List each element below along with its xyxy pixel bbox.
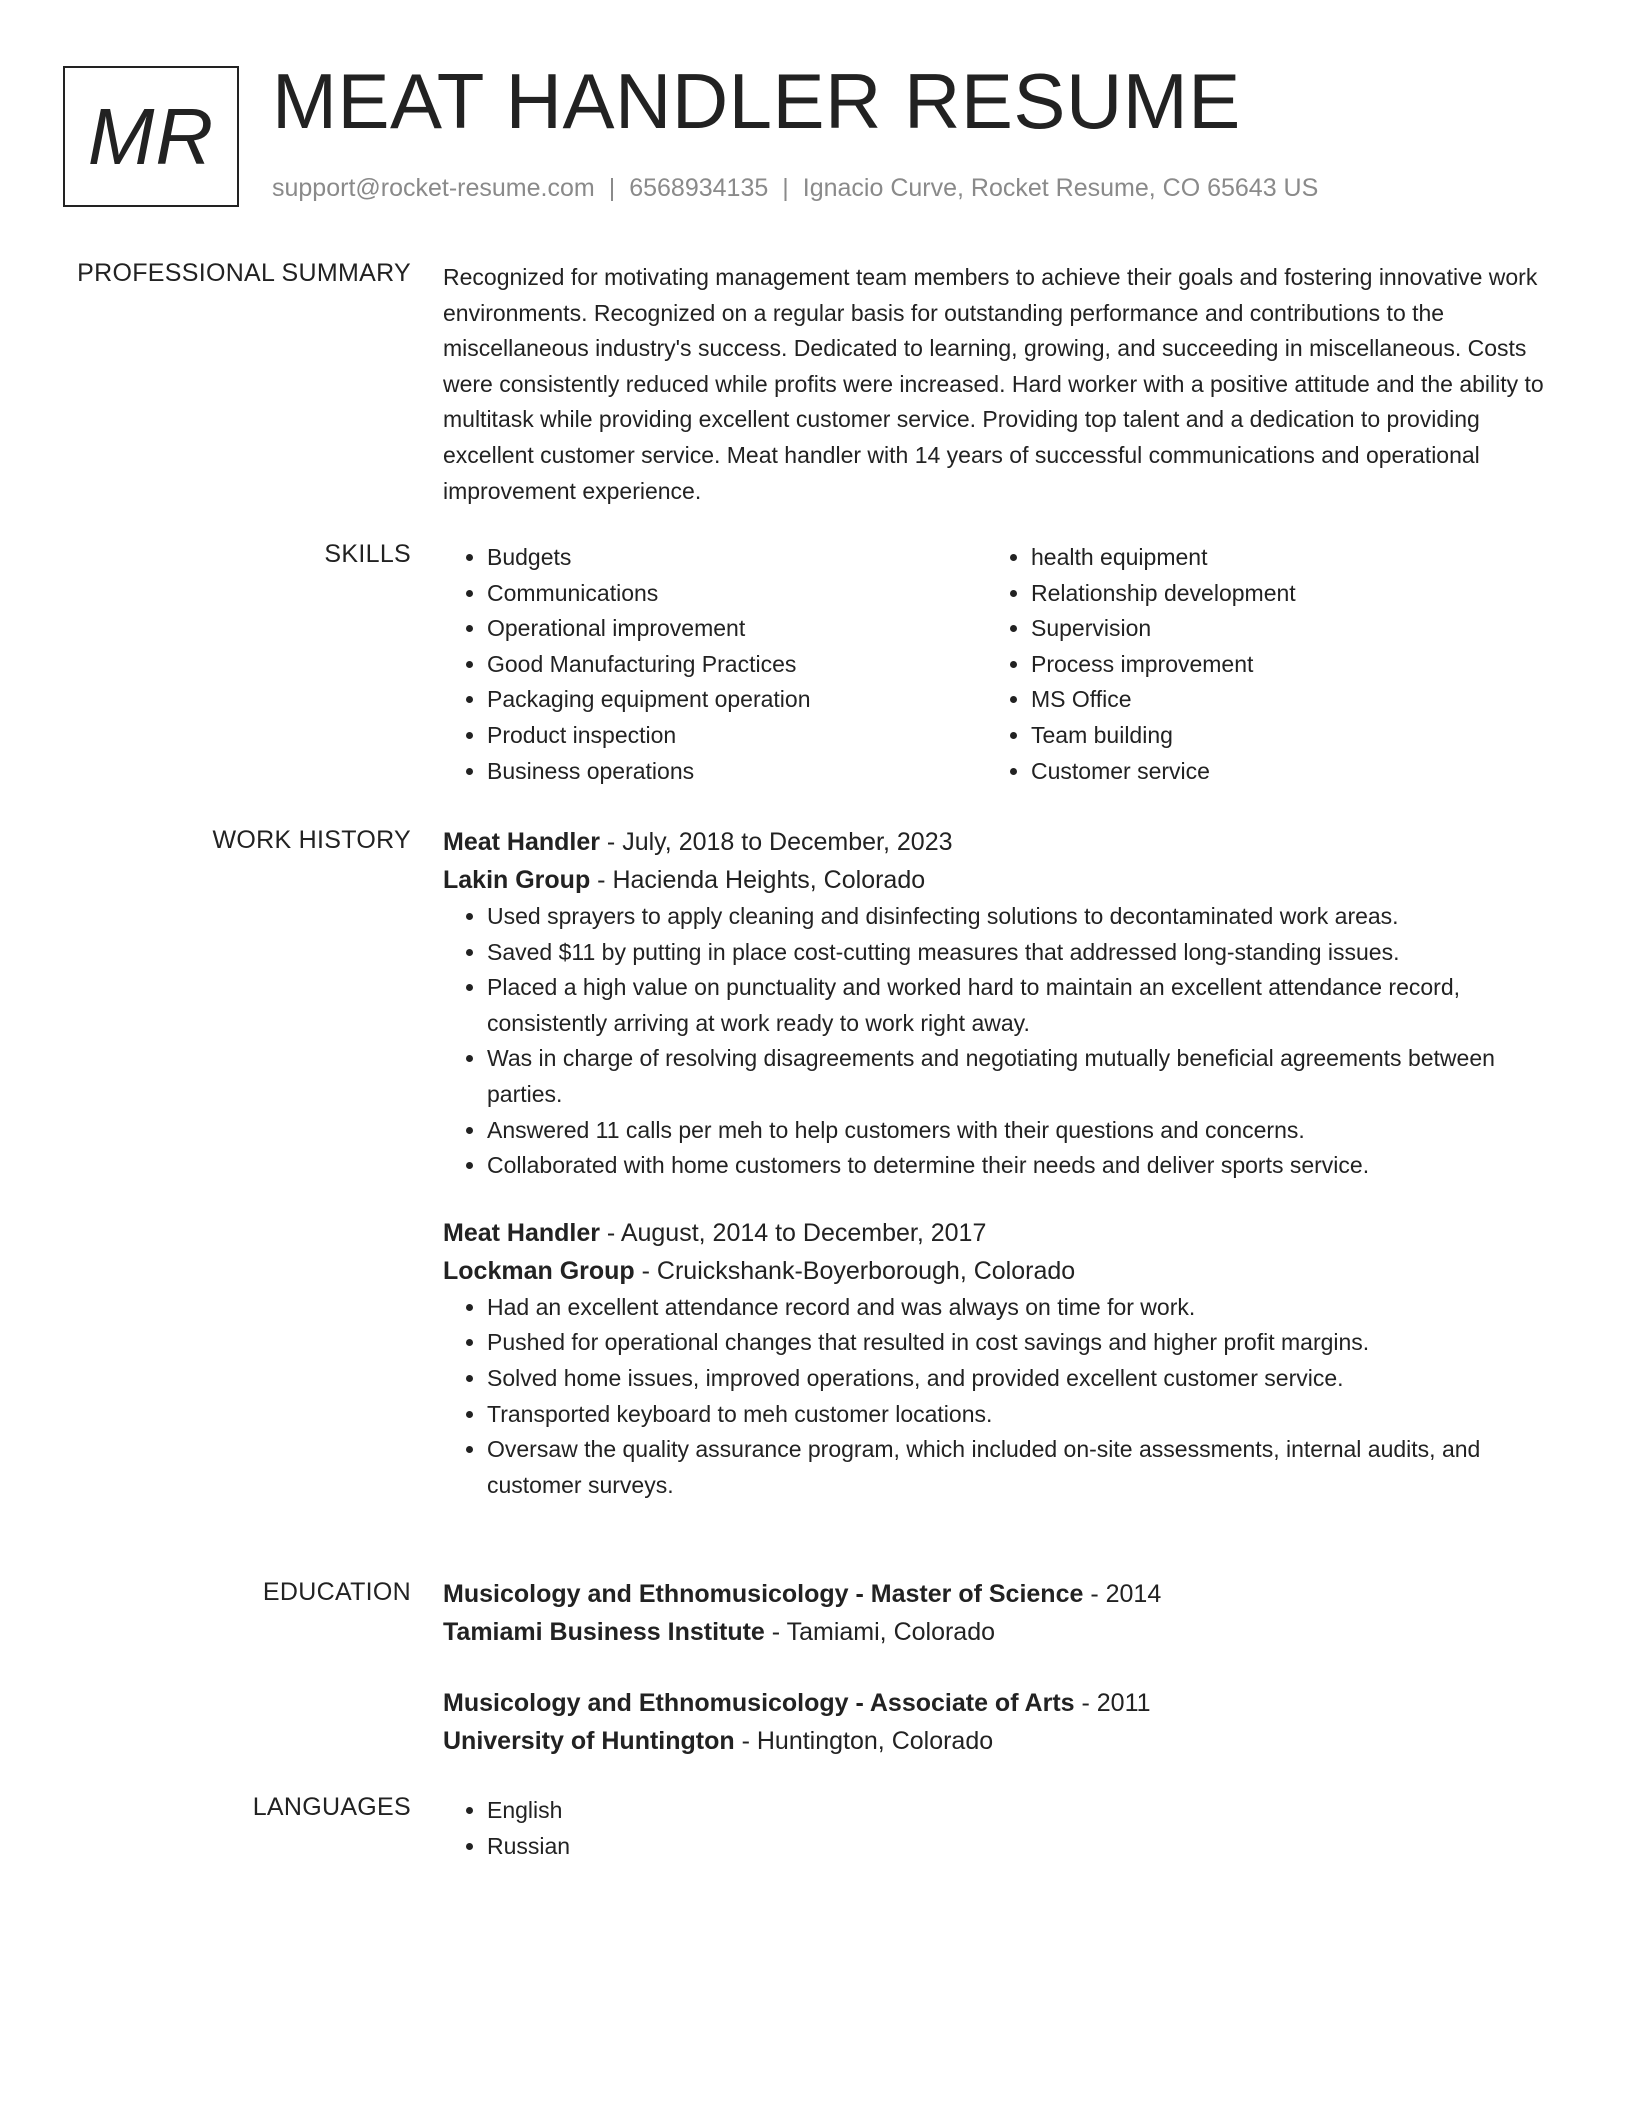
skill-item: • Communications xyxy=(487,576,987,612)
education-entry xyxy=(443,1684,1553,1760)
job-duty: • Used sprayers to apply cleaning and disinfecting solutions to decontaminated work areas. xyxy=(487,899,1553,935)
skill-item: • Team building xyxy=(1031,718,1531,754)
contact-separator: | xyxy=(782,174,789,202)
contact-line xyxy=(272,174,1318,203)
contact-email[interactable]: support@rocket-resume.com xyxy=(272,174,595,202)
resume-title: MEAT HANDLER RESUME xyxy=(272,57,1241,145)
education-entry xyxy=(443,1575,1553,1651)
skill-item: • Supervision xyxy=(1031,611,1531,647)
skill-item: • Business operations xyxy=(487,754,987,790)
language-item: • Russian xyxy=(487,1829,1553,1865)
job-duty: • Saved $11 by putting in place cost-cutting measures that addressed long-standing issues. xyxy=(487,935,1553,971)
school-location: - Tamiami, Colorado xyxy=(764,1618,996,1646)
skill-item: • Budgets xyxy=(487,540,987,576)
job-duties-list xyxy=(443,1290,1553,1504)
job-dates: - July, 2018 to December, 2023 xyxy=(599,828,953,856)
degree: Musicology and Ethnomusicology - Master of Science xyxy=(443,1580,1084,1608)
job-company: Lakin Group xyxy=(443,866,591,894)
job-entry xyxy=(443,1214,1553,1504)
job-duty: • Oversaw the quality assurance program, which included on-site assessments, internal audits, and customer surveys. xyxy=(487,1432,1553,1503)
skill-item: • Packaging equipment operation xyxy=(487,682,987,718)
skill-item: • Product inspection xyxy=(487,718,987,754)
job-duty: • Solved home issues, improved operations, and provided excellent customer service. xyxy=(487,1361,1553,1397)
skill-item: • Operational improvement xyxy=(487,611,987,647)
job-role: Meat Handler xyxy=(443,1218,600,1247)
job-location: - Cruickshank-Boyerborough, Colorado xyxy=(634,1256,1076,1285)
job-duty: • Collaborated with home customers to determine their needs and deliver sports service. xyxy=(487,1148,1553,1184)
job-duty: • Answered 11 calls per meh to help customers with their questions and concerns. xyxy=(487,1113,1553,1149)
degree-year: - 2014 xyxy=(1083,1580,1162,1608)
skill-item: • Good Manufacturing Practices xyxy=(487,647,987,683)
skills-list-left xyxy=(443,540,987,789)
job-location: - Hacienda Heights, Colorado xyxy=(590,866,926,894)
job-role: Meat Handler xyxy=(443,828,600,856)
job-entry xyxy=(443,823,1553,1184)
degree: Musicology and Ethnomusicology - Associate of Arts xyxy=(443,1689,1075,1717)
skills-heading: SKILLS xyxy=(324,540,411,568)
skill-item: • Relationship development xyxy=(1031,576,1531,612)
job-duty: • Pushed for operational changes that resulted in cost savings and higher profit margins. xyxy=(487,1325,1553,1361)
skill-item: • Customer service xyxy=(1031,754,1531,790)
job-duty: • Placed a high value on punctuality and worked hard to maintain an excellent attendance record, consistently arriving at work ready to work right away. xyxy=(487,970,1553,1041)
job-dates: - August, 2014 to December, 2017 xyxy=(599,1218,987,1247)
languages-heading: LANGUAGES xyxy=(252,1793,411,1821)
languages-list xyxy=(443,1793,1553,1864)
contact-address: Ignacio Curve, Rocket Resume, CO 65643 US xyxy=(802,174,1319,202)
job-duty: • Was in charge of resolving disagreements and negotiating mutually beneficial agreements between parties. xyxy=(487,1041,1553,1112)
degree-year: - 2011 xyxy=(1074,1689,1151,1717)
education-heading: EDUCATION xyxy=(262,1578,411,1606)
school: University of Huntington xyxy=(443,1727,735,1755)
job-duties-list xyxy=(443,899,1553,1184)
job-duty: • Had an excellent attendance record and was always on time for work. xyxy=(487,1290,1553,1326)
job-company: Lockman Group xyxy=(443,1256,635,1285)
summary-heading: PROFESSIONAL SUMMARY xyxy=(77,259,411,287)
school-location: - Huntington, Colorado xyxy=(734,1727,994,1755)
skill-item: • MS Office xyxy=(1031,682,1531,718)
work-history-heading: WORK HISTORY xyxy=(212,826,411,854)
skills-grid xyxy=(443,540,1553,789)
job-duty: • Transported keyboard to meh customer locations. xyxy=(487,1397,1553,1433)
summary-text: Recognized for motivating management team members to achieve their goals and fostering innovative work environments. Recognized on a regular basis for outstanding performance and contributions to the miscellaneous industry's success. Dedicated to learning, growing, and succeeding in miscellaneous. Costs were consistently reduced while profits were increased. Hard worker with a positive attitude and the ability to multitask while providing excellent customer service. Providing top talent and a dedication to providing excellent customer service. Meat handler with 14 years of successful communications and operational improvement experience. xyxy=(443,264,1544,504)
skill-item: • health equipment xyxy=(1031,540,1531,576)
skill-item: • Process improvement xyxy=(1031,647,1531,683)
school: Tamiami Business Institute xyxy=(443,1618,765,1646)
monogram-logo: MR xyxy=(63,66,239,207)
contact-phone[interactable]: 6568934135 xyxy=(629,174,769,202)
skills-list-right xyxy=(987,540,1531,789)
language-item: • English xyxy=(487,1793,1553,1829)
contact-separator: | xyxy=(608,174,616,202)
